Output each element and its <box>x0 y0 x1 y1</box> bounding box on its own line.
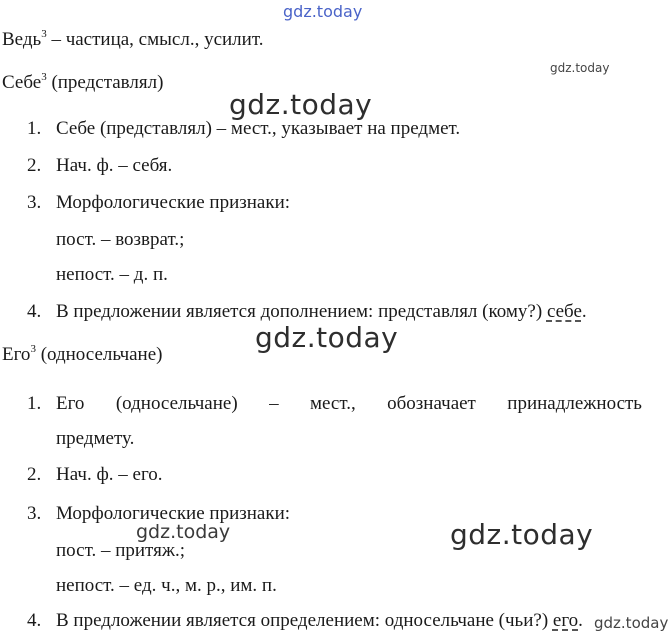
entry-heading-ego <box>2 344 163 366</box>
item-number: 2. <box>27 464 42 485</box>
item-number: 1. <box>27 118 42 139</box>
item-text: В предложении является определением: односельчане (чьи?) <box>56 610 553 631</box>
watermark-top: gdz.today <box>283 2 363 21</box>
entry-word: Ведь <box>2 29 42 50</box>
entry-heading-sebe <box>2 72 163 94</box>
entry-rest: (представлял) <box>46 72 164 93</box>
item-word: (односельчане) <box>115 393 238 414</box>
watermark-small-right: gdz.today <box>550 61 610 75</box>
watermark-big-3: gdz.today <box>450 518 594 551</box>
item-continuation: предмету. <box>56 428 135 449</box>
underlined-word: его <box>552 610 579 631</box>
watermark-big-1: gdz.today <box>229 88 373 121</box>
item-tail: . <box>578 610 583 631</box>
item-text-with-underline <box>56 301 587 323</box>
item-text: В предложении является дополнением: представлял (кому?) <box>56 301 547 322</box>
entry-word: Его <box>2 344 31 365</box>
item-word: – <box>269 393 279 414</box>
entry-rest: – частица, смысл., усилит. <box>46 29 264 50</box>
item-text: Нач. ф. – себя. <box>56 155 173 176</box>
item-number: 4. <box>27 610 42 631</box>
item-word: мест., <box>309 393 356 414</box>
item-text: Себе (представлял) – мест., указывает на предмет. <box>56 118 461 139</box>
item-text-with-underline <box>56 610 583 632</box>
item-number: 3. <box>27 503 42 524</box>
item-text: Морфологические признаки: <box>56 503 291 524</box>
entry-word: Себе <box>2 72 42 93</box>
item-word: обозначает <box>387 393 476 414</box>
item-number: 1. <box>27 393 42 414</box>
item-text: Морфологические признаки: <box>56 192 291 213</box>
entry-rest: (односельчане) <box>35 344 163 365</box>
item-subtext: пост. – возврат.; <box>56 229 185 250</box>
entry-sup: 3 <box>41 28 47 40</box>
item-subtext: непост. – д. п. <box>56 264 168 285</box>
watermark-mid-left: gdz.today <box>136 521 231 543</box>
item-word: Его <box>56 393 85 414</box>
item-text: Нач. ф. – его. <box>56 464 163 485</box>
item-number: 4. <box>27 301 42 322</box>
item-number: 2. <box>27 155 42 176</box>
entry-sup: 3 <box>41 71 47 83</box>
watermark-big-2: gdz.today <box>255 321 399 354</box>
item-word: принадлежность <box>507 393 642 414</box>
item-text-justified <box>56 393 642 415</box>
watermark-corner: gdz.today <box>594 614 668 632</box>
item-tail: . <box>581 301 587 322</box>
item-number: 3. <box>27 192 42 213</box>
item-subtext: непост. – ед. ч., м. р., им. п. <box>56 575 277 596</box>
item-subtext: пост. – притяж.; <box>56 540 185 561</box>
entry-sup: 3 <box>30 343 36 355</box>
underlined-word: себе <box>546 301 582 322</box>
entry-heading-ved <box>2 29 263 51</box>
